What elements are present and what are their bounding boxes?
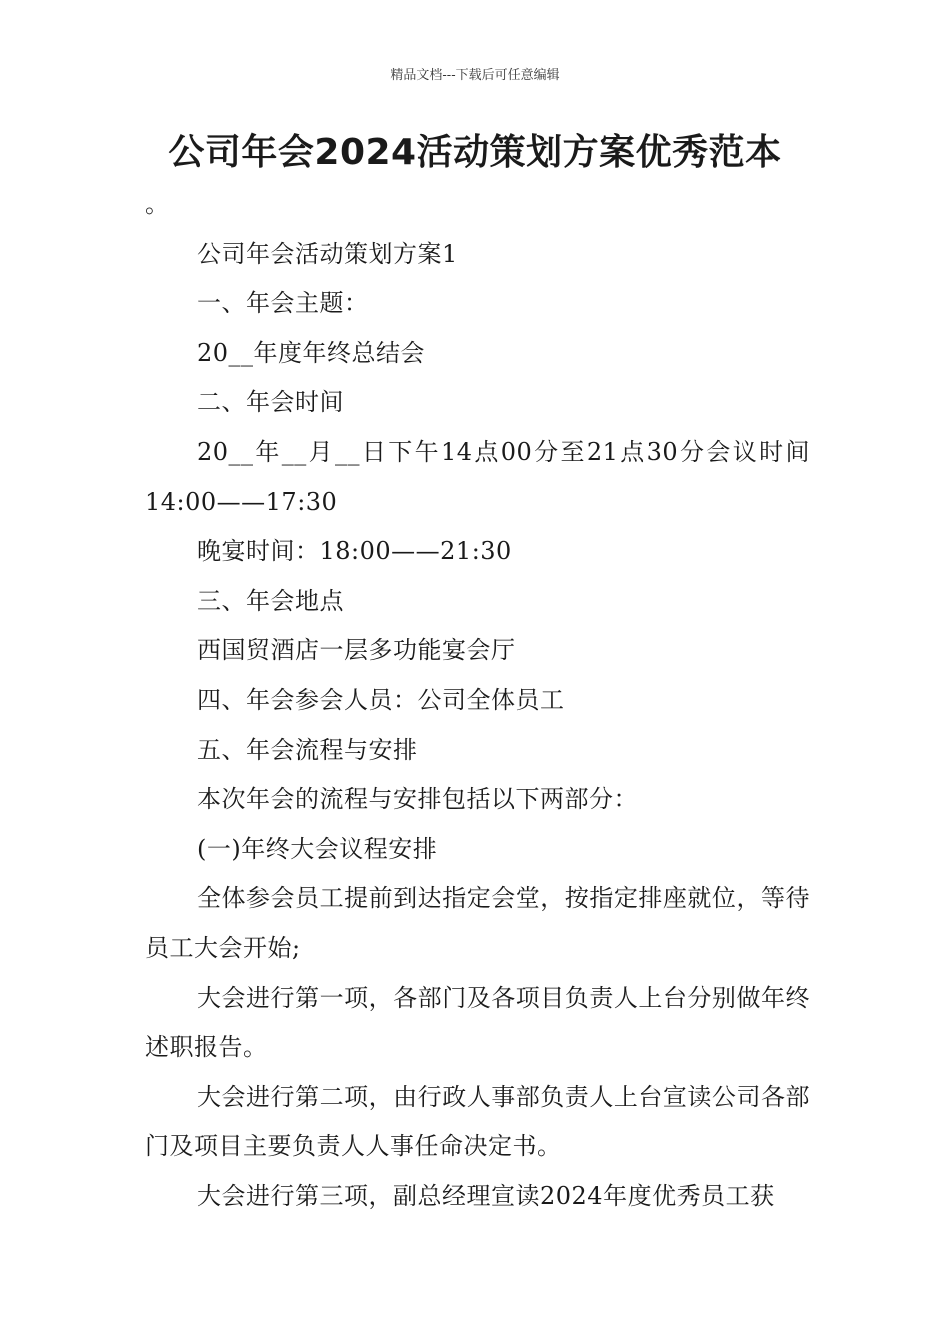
paragraph: 大会进行第二项，由行政人事部负责人上台宣读公司各部门及项目主要负责人人事任命决定书。	[145, 1082, 810, 1161]
paragraph: (一)年终大会议程安排	[197, 834, 438, 863]
paragraph: 四、年会参会人员：公司全体员工	[197, 685, 565, 714]
paragraph: 全体参会员工提前到达指定会堂，按指定排座就位，等待员工大会开始;	[145, 884, 810, 962]
paragraph: 20__年__月__日下午14点00分至21点30分会议时间14:00——17:30	[145, 437, 810, 516]
paragraph: 大会进行第三项，副总经理宣读2024年度优秀员工获	[197, 1181, 775, 1210]
paragraph: 大会进行第一项，各部门及各项目负责人上台分别做年终述职报告。	[145, 983, 810, 1062]
paragraph: 公司年会活动策划方案1	[197, 239, 458, 268]
paragraph: 三、年会地点	[197, 586, 344, 615]
paragraph: 本次年会的流程与安排包括以下两部分：	[197, 785, 638, 814]
paragraph: 五、年会流程与安排	[197, 735, 418, 764]
page-header: 精品文档---下载后可任意编辑	[390, 68, 560, 83]
document-title: 公司年会2024活动策划方案优秀范本	[168, 132, 782, 173]
paragraph: 二、年会时间	[197, 388, 344, 417]
paragraph: 一、年会主题：	[197, 289, 369, 318]
paragraph: 。	[145, 190, 170, 218]
document-body	[145, 180, 810, 1221]
paragraph: 20__年度年终总结会	[197, 338, 426, 367]
paragraph: 晚宴时间：18:00——21:30	[197, 537, 512, 566]
paragraph: 西国贸酒店一层多功能宴会厅	[197, 636, 516, 665]
